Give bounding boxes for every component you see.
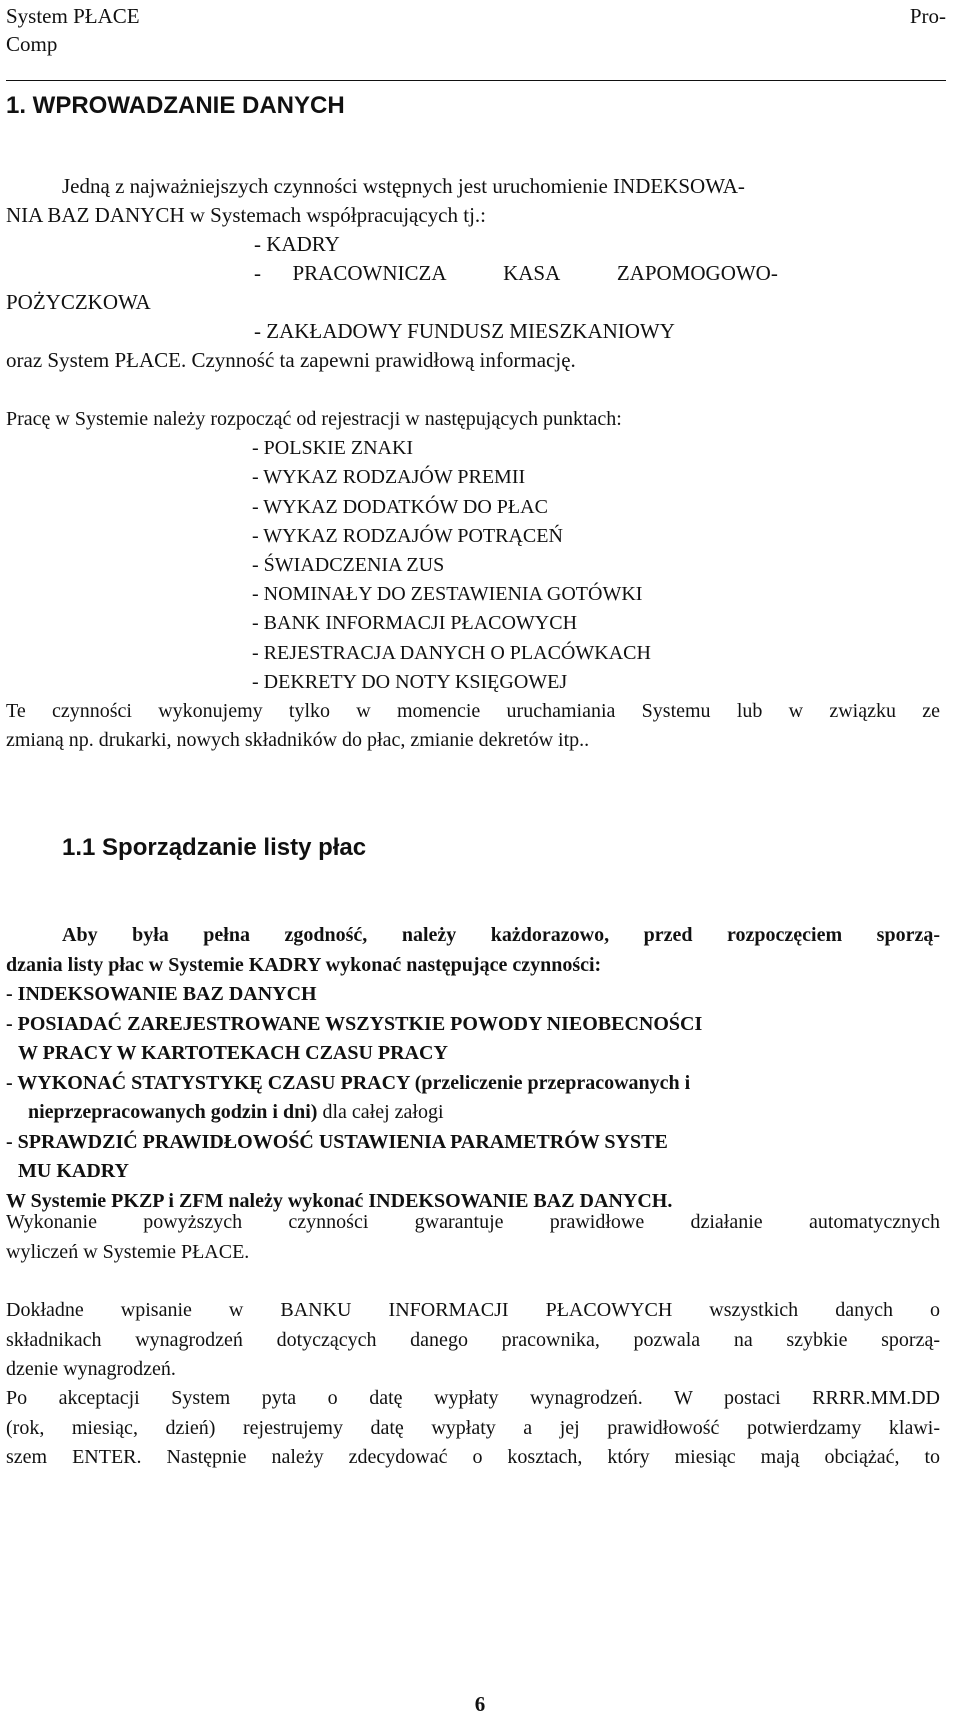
paragraph-line: Wykonanie powyższych czynności gwarantuje prawidłowe działanie automatycznych xyxy=(6,1211,940,1233)
list-item: - WYKAZ RODZAJÓW PREMII xyxy=(252,466,526,489)
requirements-item-cont xyxy=(6,1098,940,1128)
subsection-title: 1.1 Sporządzanie listy płac xyxy=(62,834,367,861)
requirements-bold-part: nieprzepracowanych godzin i dni) xyxy=(28,1101,318,1123)
closing-line: zmianą np. drukarki, nowych składników do płac, zmianie dekretów itp.. xyxy=(6,729,590,752)
requirements-line: W Systemie PKZP i ZFM należy wykonać INDEKSOWANIE BAZ DANYCH. xyxy=(6,1189,673,1212)
header-rule xyxy=(6,80,946,81)
list-item: - ŚWIADCZENIA ZUS xyxy=(252,554,445,577)
intro-list-item: - KADRY xyxy=(254,232,340,256)
registration-section xyxy=(6,405,940,755)
requirements-normal-part: dla całej załogi xyxy=(317,1101,444,1123)
paragraph-line: (rok, miesiąc, dzień) rejestrujemy datę wypłaty a jej prawidłowość potwierdzamy klawi- xyxy=(6,1416,940,1439)
requirements-item: - SPRAWDZIĆ PRAWIDŁOWOŚĆ USTAWIENIA PARAMETRÓW SYSTE xyxy=(6,1130,668,1153)
list-item: - POLSKIE ZNAKI xyxy=(252,437,414,460)
page-header xyxy=(6,2,946,58)
paragraph-line: składnikach wynagrodzeń dotyczących danego pracownika, pozwala na szybkie sporzą- xyxy=(6,1328,940,1351)
registration-intro: Pracę w Systemie należy rozpocząć od rejestracji w następujących punktach: xyxy=(6,408,622,430)
requirements-line: dzania listy płac w Systemie KADRY wykonać następujące czynności: xyxy=(6,953,602,976)
list-item: - NOMINAŁY DO ZESTAWIENIA GOTÓWKI xyxy=(252,583,643,606)
requirements-line: Aby była pełna zgodność, należy każdorazowo, przed rozpoczęciem sporzą- xyxy=(62,924,940,946)
paragraph-date xyxy=(6,1384,940,1473)
header-company-prefix: Pro- xyxy=(909,4,946,28)
requirements-block xyxy=(6,921,940,1216)
list-item: - BANK INFORMACJI PŁACOWYCH xyxy=(252,612,578,635)
intro-paragraph xyxy=(6,172,940,375)
requirements-item: - POSIADAĆ ZAREJESTROWANE WSZYSTKIE POWODY NIEOBECNOŚCI xyxy=(6,1012,703,1035)
requirements-item-cont: MU KADRY xyxy=(18,1160,129,1182)
paragraph-line: szem ENTER. Następnie należy zdecydować o kosztach, który miesiąc mają obciążać, to xyxy=(6,1446,940,1468)
paragraph-line: dzenie wynagrodzeń. xyxy=(6,1358,176,1380)
intro-line: NIA BAZ DANYCH w Systemach współpracujących tj.: xyxy=(6,203,487,227)
paragraph-line: Dokładne wpisanie w BANKU INFORMACJI PŁACOWYCH wszystkich danych o xyxy=(6,1299,940,1321)
requirements-item: - INDEKSOWANIE BAZ DANYCH xyxy=(6,983,317,1005)
list-item: - WYKAZ DODATKÓW DO PŁAC xyxy=(252,495,548,518)
header-system-name: System PŁACE xyxy=(6,4,140,28)
page-number: 6 xyxy=(474,1692,486,1716)
section-title: 1. WPROWADZANIE DANYCH xyxy=(6,92,345,119)
list-item: - WYKAZ RODZAJÓW POTRĄCEŃ xyxy=(252,524,563,547)
requirements-item-cont: W PRACY W KARTOTEKACH CZASU PRACY xyxy=(18,1042,448,1064)
intro-list-item: - PRACOWNICZA KASA ZAPOMOGOWO- xyxy=(254,261,778,285)
intro-list-item: - ZAKŁADOWY FUNDUSZ MIESZKANIOWY xyxy=(254,319,675,343)
paragraph-line: Po akceptacji System pyta o datę wypłaty wynagrodzeń. W postaci RRRR.MM.DD xyxy=(6,1387,940,1409)
registration-list xyxy=(6,434,940,697)
header-company-suffix: Comp xyxy=(6,32,58,56)
intro-line: POŻYCZKOWA xyxy=(6,290,151,314)
list-item: - DEKRETY DO NOTY KSIĘGOWEJ xyxy=(252,670,568,693)
paragraph-line: wyliczeń w Systemie PŁACE. xyxy=(6,1240,250,1263)
closing-line: Te czynności wykonujemy tylko w momencie uruchamiania Systemu lub w związku ze xyxy=(6,700,940,723)
intro-line: Jedną z najważniejszych czynności wstępnych jest uruchomienie INDEKSOWA- xyxy=(62,174,745,198)
intro-line: oraz System PŁACE. Czynność ta zapewni prawidłową informację. xyxy=(6,348,576,372)
paragraph-bank xyxy=(6,1296,940,1385)
list-item: - REJESTRACJA DANYCH O PLACÓWKACH xyxy=(252,641,651,664)
requirements-item: - WYKONAĆ STATYSTYKĘ CZASU PRACY (przeliczenie przepracowanych i xyxy=(6,1071,691,1094)
paragraph-guarantee xyxy=(6,1208,940,1267)
